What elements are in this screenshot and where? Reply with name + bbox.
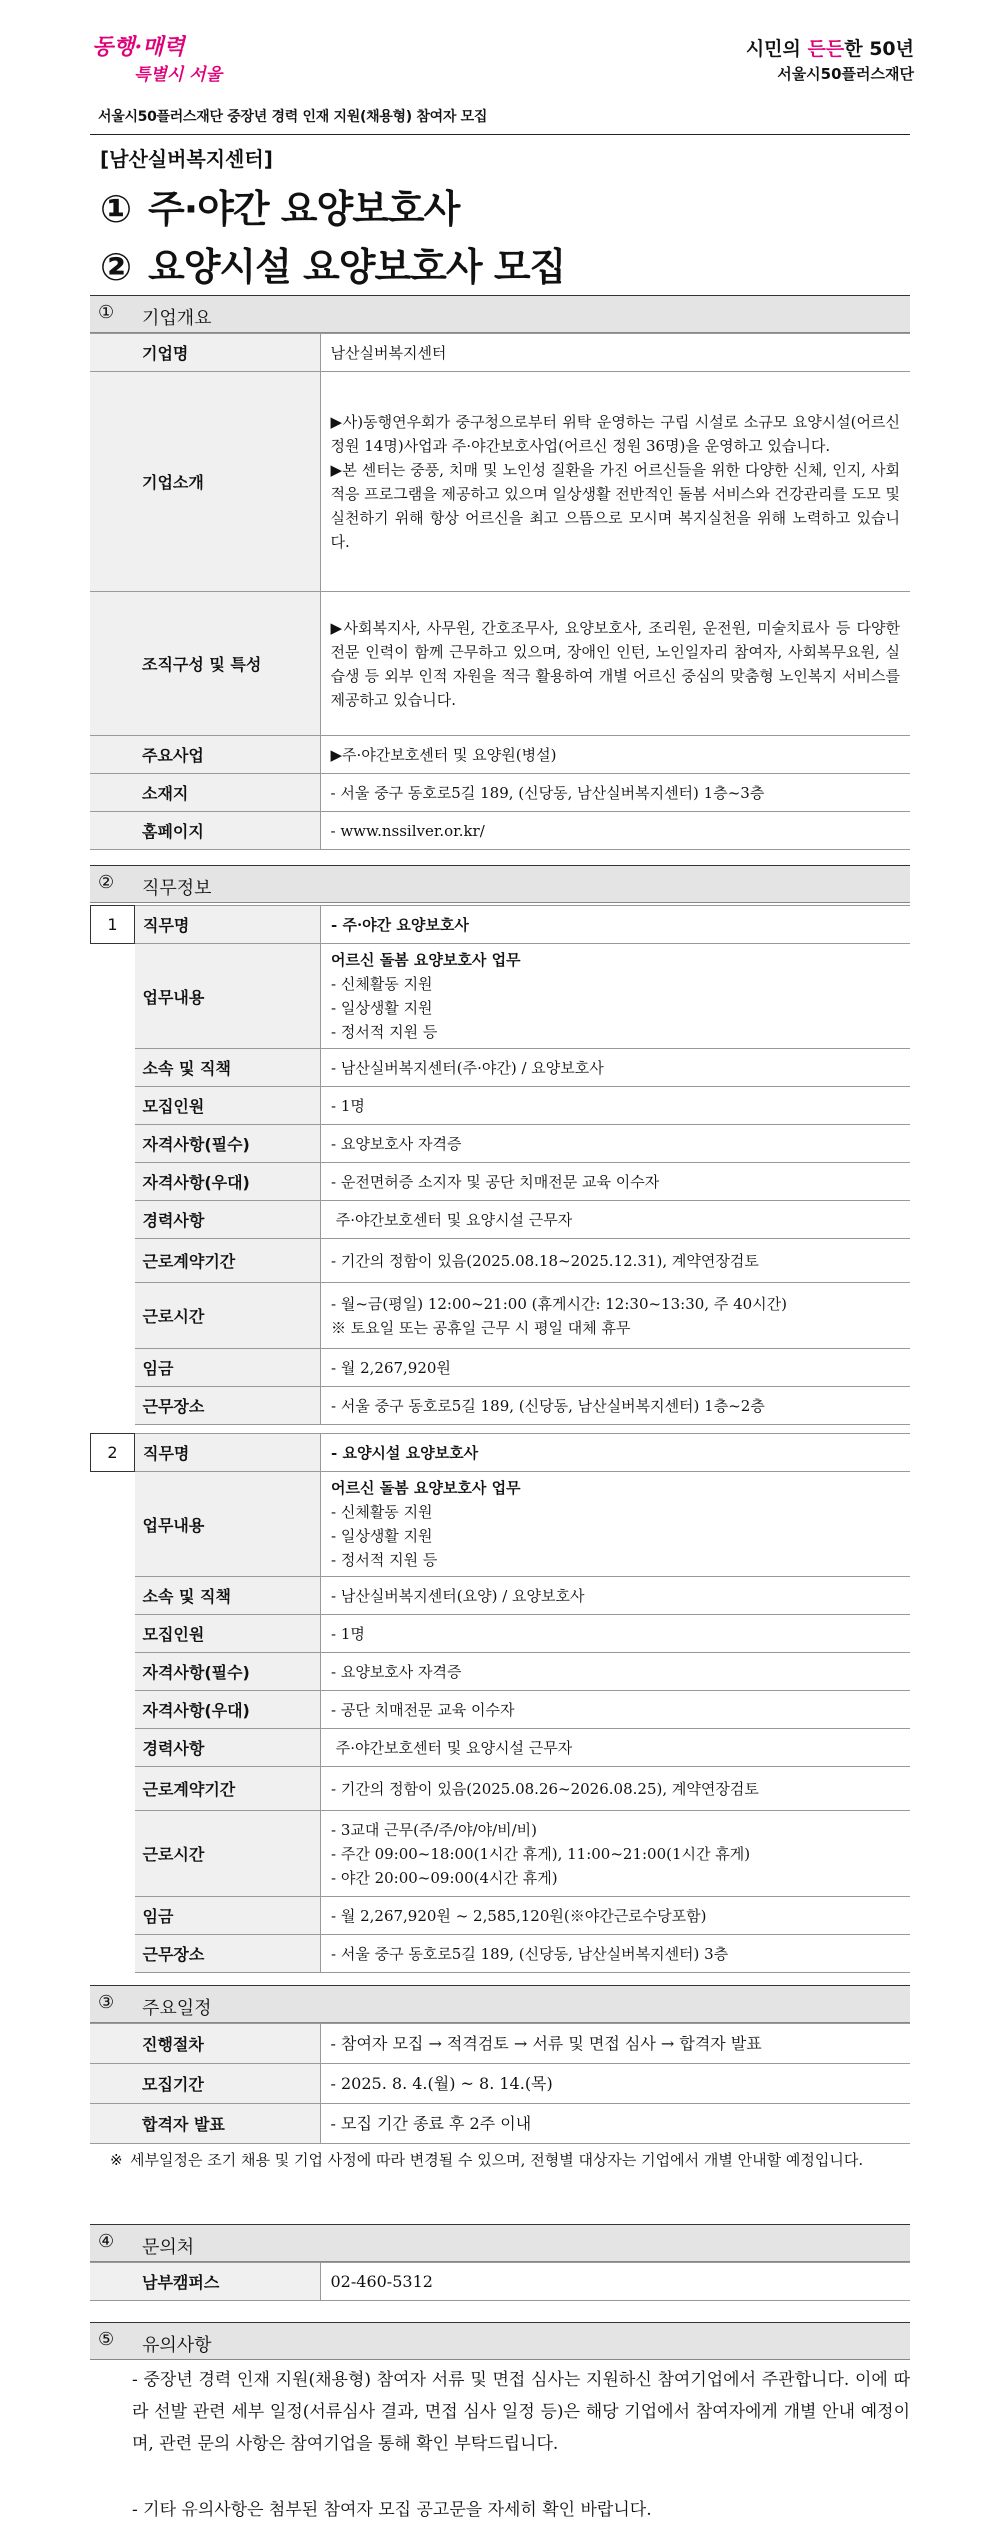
caution-item-2: - 기타 유의사항은 첨부된 참여자 모집 공고문을 자세히 확인 바랍니다. bbox=[132, 2500, 652, 2520]
logo-text-2: 특별시 서울 bbox=[134, 65, 223, 85]
job-2-table: 2 직무명 - 요양시설 요양보호사 업무내용 어르신 돌봄 요양보호사 업무 - 신체활동 지원 - 일상생활 지원 - 정서적 지원 등 소속 및 직책 - 남산실버복지센터(요양) / 요양보호사 모집인원 - 1명 자격사항(필수) - 요양보호사 자격증 자격사항(우대) - 공단 치매전문 교육 이수자 경력사항 주·야간보호센터 및 요양시설 근무자 근로계약기간 - 기간의 정함이 있음(2025.08.26~2026.08.25), 계약연장검토 근로시간 - 3교대 근무(주/주/야/야/비/비) - 주간 09:00~18:00(1시간 휴게), 11:00~21:00(1시간 휴게) - 야간 20:00~09:00(4시간 휴게) 임금 - 월 2,267,920원 ~ 2,585,120원(※야간근로수당포함) 근무장소 - 서울 중구 동호로5길 189, (신당동, 남산실버복지센터) 3층 bbox=[90, 1433, 910, 1973]
logo-text-1: 동행·매력 bbox=[92, 34, 185, 60]
divider bbox=[90, 134, 910, 135]
schedule-table: 진행절차 - 참여자 모집 → 적격검토 → 서류 및 면접 심사 → 합격자 발표 모집기간 - 2025. 8. 4.(월) ~ 8. 14.(목) 합격자 발표 - 모집 기간 종료 후 2주 이내 bbox=[90, 2023, 910, 2144]
center-name-tag: [남산실버복지센터] bbox=[100, 147, 273, 171]
job-1-table: 1 직무명 - 주·야간 요양보호사 업무내용 어르신 돌봄 요양보호사 업무 - 신체활동 지원 - 일상생활 지원 - 정서적 지원 등 소속 및 직책 - 남산실버복지센터(주·야간) / 요양보호사 모집인원 - 1명 자격사항(필수) - 요양보호사 자격증 자격사항(우대) - 운전면허증 소지자 및 공단 치매전문 교육 이수자 경력사항 주·야간보호센터 및 요양시설 근무자 근로계약기간 - 기간의 정함이 있음(2025.08.18~2025.12.31), 계약연장검토 근로시간 - 월~금(평일) 12:00~21:00 (휴게시간: 12:30~13:30, 주 40시간) ※ 토요일 또는 공휴일 근무 시 평일 대체 휴무 임금 - 월 2,267,920원 근무장소 - 서울 중구 동호로5길 189, (신당동, 남산실버복지센터) 1층~2층 bbox=[90, 905, 910, 1425]
section-schedule: ③ 주요일정 bbox=[90, 1985, 910, 2023]
document-subtitle: 서울시50플러스재단 중장년 경력 인재 지원(채용형) 참여자 모집 bbox=[98, 109, 488, 125]
section-contact: ④ 문의처 bbox=[90, 2224, 910, 2262]
title-line-2: ② 요양시설 요양보호사 모집 bbox=[100, 245, 566, 289]
section-cautions: ⑤ 유의사항 bbox=[90, 2322, 910, 2360]
contact-table: 남부캠퍼스 02-460-5312 bbox=[90, 2262, 910, 2301]
seoul-logo bbox=[90, 28, 270, 88]
section-company-overview: ① 기업개요 bbox=[90, 295, 910, 333]
title-line-1: ① 주·야간 요양보호사 bbox=[100, 187, 460, 231]
contact-phone: 02-460-5312 bbox=[320, 2263, 910, 2301]
schedule-note: ※ 세부일정은 조기 채용 및 기업 사정에 따라 변경될 수 있으며, 전형별 대상자는 기업에서 개별 안내할 예정입니다. bbox=[110, 2151, 864, 2169]
caution-item-1: - 중장년 경력 인재 지원(채용형) 참여자 서류 및 면접 심사는 지원하신 참여기업에서 주관합니다. 이에 따라 선발 관련 세부 일정(서류심사 결과, 면접 심사 일정 등)은 해당 기업에서 참여자에게 개별 안내 예정이며, 관련 문의 사항은 참여기업을 통해 확인 부탁드립니다. bbox=[132, 2370, 910, 2454]
page-header bbox=[0, 0, 992, 110]
company-table: 기업명 남산실버복지센터 기업소개 ▶사)동행연우회가 중구청으로부터 위탁 운영하는 구립 시설로 소규모 요양시설(어르신 정원 14명)사업과 주·야간보호사업(어르신 정원 36명)을 운영하고 있습니다. ▶본 센터는 중풍, 치매 및 노인성 질환을 가진 어르신들을 위한 다양한 신체, 인지, 사회 적응 프로그램을 제공하고 있으며 일상생활 전반적인 돌봄 서비스와 건강관리를 도모 및 실천하기 위해 항상 어르신을 최고 으뜸으로 모시며 복지실천을 위해 노력하고 있습니다. 조직구성 및 특성 ▶사회복지사, 사무원, 간호조무사, 요양보호사, 조리원, 운전원, 미술치료사 등 다양한 전문 인력이 함께 근무하고 있으며, 장애인 인턴, 노인일자리 참여자, 사회복무요원, 실습생 등 외부 인적 자원을 적극 활용하여 개별 어르신 중심의 맞춤형 노인복지 서비스를 제공하고 있습니다. 주요사업 ▶주·야간보호센터 및 요양원(병설) 소재지 - 서울 중구 동호로5길 189, (신당동, 남산실버복지센터) 1층~3층 홈페이지 - www.nssilver.or.kr/ bbox=[90, 333, 910, 850]
foundation-logo: 시민의 든든한 50년 서울시50플러스재단 bbox=[745, 38, 914, 83]
section-job-info: ② 직무정보 bbox=[90, 865, 910, 903]
